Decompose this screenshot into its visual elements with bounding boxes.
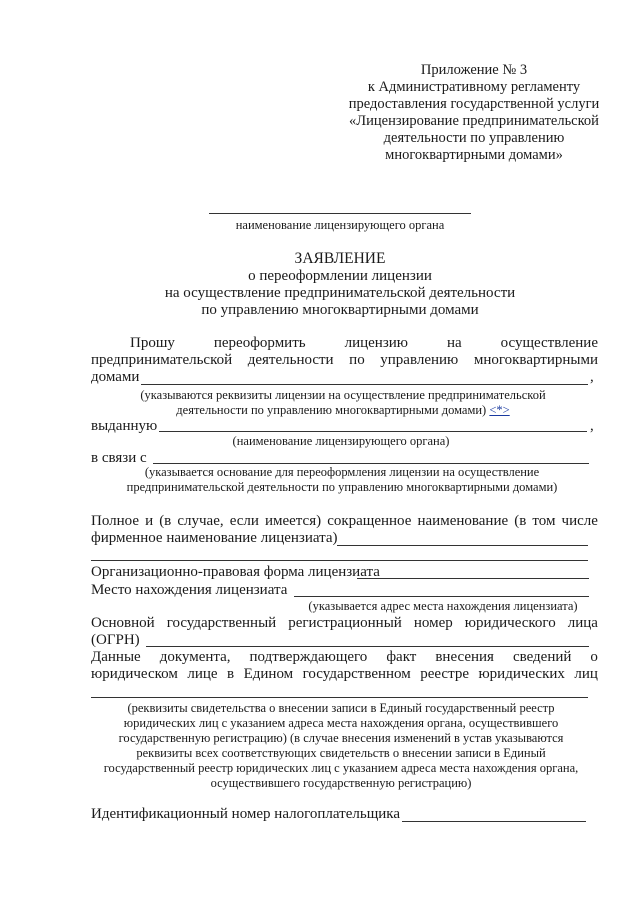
- hint-registry: государственный реестр юридических лиц с указанием адреса места нахождения органа,: [103, 761, 579, 775]
- document-title: ЗАЯВЛЕНИЕ: [294, 250, 386, 267]
- appendix-line: к Административному регламенту: [367, 79, 581, 95]
- doc-line-1: Данные документа, подтверждающего факт внесения сведений о: [91, 649, 598, 665]
- title-line: по управлению многоквартирными домами: [201, 302, 479, 318]
- location-label: Место нахождения лицензиата: [91, 582, 288, 598]
- title-line: о переоформлении лицензии: [248, 268, 432, 284]
- request-line-2: предпринимательской деятельности по управлению многоквартирными: [91, 352, 598, 368]
- inn-field[interactable]: [402, 821, 586, 822]
- appendix-line: «Лицензирование предпринимательской: [349, 113, 599, 129]
- appendix-line: предоставления государственной услуги: [348, 96, 600, 112]
- title-line: на осуществление предпринимательской деятельности: [164, 285, 516, 301]
- appendix-line: деятельности по управлению: [383, 130, 565, 146]
- footnote-link[interactable]: <*>: [489, 403, 510, 417]
- hint-reason: (указывается основание для переоформления лицензии на осуществление: [144, 465, 540, 479]
- hint-issuing-org: (наименование лицензирующего органа): [232, 434, 450, 448]
- reason-field[interactable]: [153, 463, 589, 464]
- hint-location: (указывается адрес места нахождения лицензиата): [308, 599, 578, 613]
- hint-registry: (реквизиты свидетельства о внесении записи в Единый государственный реестр: [127, 701, 555, 715]
- legal-form-label: Организационно-правовая форма лицензиата: [91, 564, 380, 580]
- reason-label: в связи с: [91, 450, 147, 466]
- issued-by-field[interactable]: [159, 431, 587, 432]
- hint-reason-2: предпринимательской деятельности по управлению многоквартирными домами): [126, 480, 558, 494]
- issued-label: выданную: [91, 418, 158, 434]
- fullname-field[interactable]: [337, 545, 588, 546]
- license-details-field[interactable]: [141, 384, 588, 385]
- fullname-line-1: Полное и (в случае, если имеется) сокращенное наименование (в том числе: [91, 513, 598, 529]
- hint-registry: осуществившего государственную регистрацию): [210, 776, 472, 790]
- comma: ,: [590, 418, 594, 434]
- hint-registry: юридических лиц с указанием адреса места нахождения органа, осуществившего: [123, 716, 559, 730]
- legal-form-field[interactable]: [357, 578, 589, 579]
- ogrn-line-1: Основной государственный регистрационный номер юридического лица: [91, 615, 598, 631]
- org-name-field[interactable]: [209, 213, 471, 214]
- doc-line-2: юридическом лице в Едином государственном реестре юридических лиц: [91, 666, 598, 682]
- hint-registry: реквизиты всех соответствующих свидетельств о внесении записи в Единый: [136, 746, 546, 760]
- houses-label: домами: [91, 369, 140, 385]
- registry-doc-field[interactable]: [91, 697, 588, 698]
- hint-registry: государственную регистрацию) (в случае внесения изменений в устав указываются: [118, 731, 564, 745]
- request-line-1: Прошу переоформить лицензию на осуществление: [130, 335, 598, 351]
- comma: ,: [590, 369, 594, 385]
- appendix-line: многоквартирными домами»: [385, 147, 563, 163]
- hint-license-details: (указываются реквизиты лицензии на осуществление предпринимательской: [140, 388, 546, 402]
- ogrn-label: (ОГРН): [91, 632, 140, 648]
- appendix-line: Приложение № 3: [420, 62, 528, 78]
- hint-license-details-2: деятельности по управлению многоквартирными домами) <*>: [176, 403, 510, 417]
- location-field[interactable]: [294, 596, 589, 597]
- ogrn-field[interactable]: [146, 646, 589, 647]
- fullname-field-2[interactable]: [91, 560, 588, 561]
- inn-label: Идентификационный номер налогоплательщика: [91, 806, 401, 822]
- org-name-caption: наименование лицензирующего органа: [235, 218, 445, 232]
- fullname-label: фирменное наименование лицензиата): [91, 530, 338, 546]
